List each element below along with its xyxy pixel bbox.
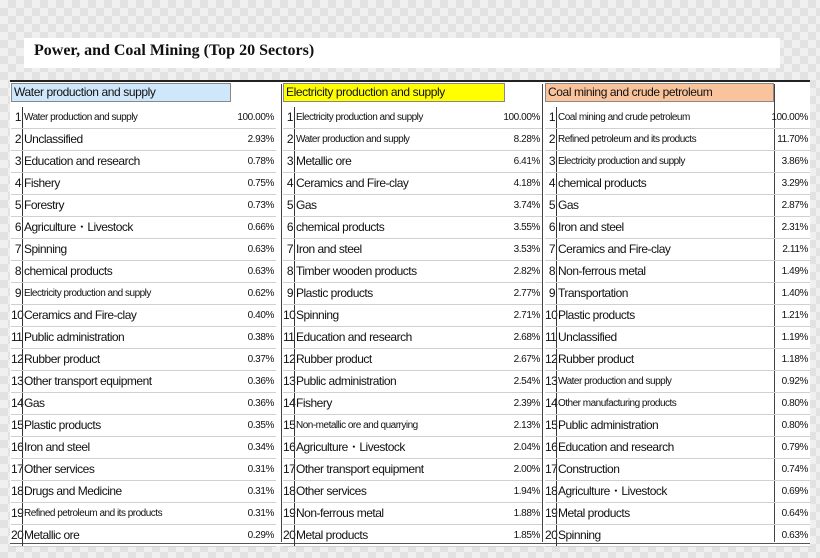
sector-name: Fishery [294,393,501,414]
share-percent: 0.63% [247,244,274,255]
share-percent: 11.70% [777,134,808,145]
column-divider [281,84,282,542]
table-row [545,503,810,525]
rank-number: 3 [548,154,555,168]
table-row [283,327,542,349]
share-percent: 3.55% [513,222,540,233]
rank-number: 11 [545,330,557,344]
rank-number: 16 [545,440,558,454]
share-percent: 0.31% [247,464,274,475]
sector-name: Electricity production and supply [22,283,239,304]
rank-number: 13 [545,374,558,388]
share-percent: 0.35% [247,420,274,431]
rank-number: 9 [286,286,293,300]
sector-name: Unclassified [22,129,239,150]
sector-block-water [11,80,276,546]
table-row [283,459,542,481]
sector-name: Metallic ore [22,525,239,546]
sector-name: Education and research [22,151,239,172]
table-row [283,239,542,261]
table-row [545,217,810,239]
sector-name: Refined petroleum and its products [556,129,773,150]
share-percent: 0.31% [247,508,274,519]
rank-number: 5 [286,198,293,212]
share-percent: 2.82% [513,266,540,277]
rank-number: 5 [548,198,555,212]
share-percent: 4.18% [513,178,540,189]
sector-name: Electricity production and supply [556,151,773,172]
sector-name: Other transport equipment [294,459,501,480]
rank-number: 11 [11,330,23,344]
rank-number: 9 [548,286,555,300]
sector-block-electricity [283,80,542,546]
rank-number: 16 [11,440,24,454]
table-row [11,503,276,525]
share-percent: 3.29% [781,178,808,189]
table-row [11,459,276,481]
table-row [545,393,810,415]
table-row [283,349,542,371]
share-percent: 0.62% [247,288,274,299]
rank-number: 7 [14,242,21,256]
share-percent: 0.36% [247,398,274,409]
table-row [11,261,276,283]
rank-number: 14 [545,396,558,410]
rank-number: 8 [14,264,21,278]
share-percent: 0.66% [247,222,274,233]
sector-name: Gas [556,195,773,216]
sector-name: Ceramics and Fire-clay [22,305,239,326]
sector-table [10,80,810,546]
sector-name: Iron and steel [556,217,773,238]
table-row [11,305,276,327]
table-row [545,261,810,283]
rank-number: 6 [286,220,293,234]
share-percent: 0.29% [247,530,274,541]
rank-number: 19 [11,506,24,520]
rank-number: 1 [286,110,293,124]
table-row [283,283,542,305]
sector-name: Ceramics and Fire-clay [294,173,501,194]
share-percent: 0.64% [781,508,808,519]
share-percent: 1.49% [781,266,808,277]
rank-number: 2 [548,132,555,146]
share-percent: 2.13% [513,420,540,431]
share-percent: 3.53% [513,244,540,255]
rank-number: 19 [545,506,558,520]
rank-number: 6 [14,220,21,234]
rank-number: 8 [548,264,555,278]
sector-name: Water production and supply [294,129,501,150]
share-percent: 3.86% [781,156,808,167]
rank-number: 15 [545,418,558,432]
rank-number: 13 [11,374,24,388]
sector-name: Other services [22,459,239,480]
sector-block-coal [545,80,810,546]
table-row [11,415,276,437]
sector-name: Rubber product [556,349,773,370]
sector-name: Metal products [294,525,501,546]
table-row [283,151,542,173]
sector-name: Rubber product [22,349,239,370]
rank-number: 3 [14,154,21,168]
rank-number: 3 [286,154,293,168]
rank-number: 14 [11,396,24,410]
share-percent: 0.63% [247,266,274,277]
share-percent: 0.34% [247,442,274,453]
rank-number: 18 [11,484,24,498]
share-percent: 1.19% [781,332,808,343]
sector-name: Gas [294,195,501,216]
table-row [11,173,276,195]
sector-name: Iron and steel [22,437,239,458]
sector-name: chemical products [294,217,501,238]
share-percent: 1.21% [781,310,808,321]
share-percent: 2.00% [513,464,540,475]
share-percent: 0.36% [247,376,274,387]
table-row [11,217,276,239]
table-row [11,239,276,261]
sector-name: Metallic ore [294,151,501,172]
sector-name: Water production and supply [22,107,239,128]
share-percent: 0.74% [781,464,808,475]
share-percent: 100.00% [237,112,274,123]
table-row [11,349,276,371]
table-row [11,525,276,547]
sector-name: Non-ferrous metal [556,261,773,282]
table-row [11,151,276,173]
share-percent: 0.92% [781,376,808,387]
table-row [11,327,276,349]
table-row [283,393,542,415]
sector-name: chemical products [556,173,773,194]
rank-number: 12 [545,352,558,366]
share-percent: 2.71% [513,310,540,321]
rank-number: 18 [545,484,558,498]
sector-name: Metal products [556,503,773,524]
share-percent: 2.31% [781,222,808,233]
share-percent: 1.40% [781,288,808,299]
table-row [283,129,542,151]
share-percent: 0.80% [781,398,808,409]
share-percent: 0.73% [247,200,274,211]
share-percent: 0.37% [247,354,274,365]
share-percent: 2.54% [513,376,540,387]
share-percent: 3.74% [513,200,540,211]
share-percent: 0.75% [247,178,274,189]
share-percent: 1.94% [513,486,540,497]
sector-name: Spinning [556,525,773,546]
share-percent: 0.38% [247,332,274,343]
rank-number: 8 [286,264,293,278]
rank-number: 7 [286,242,293,256]
sector-name: Plastic products [294,283,501,304]
share-percent: 6.41% [513,156,540,167]
table-row [283,371,542,393]
sector-name: Public administration [556,415,773,436]
table-row [545,349,810,371]
sector-name: Ceramics and Fire-clay [556,239,773,260]
rank-number: 10 [11,308,24,322]
rank-number: 2 [286,132,293,146]
sector-name: Education and research [556,437,773,458]
block-rows [283,107,542,547]
share-percent: 2.93% [247,134,274,145]
table-row [545,195,810,217]
sector-name: Agriculture・Livestock [294,437,501,458]
sector-name: Public administration [294,371,501,392]
table-row [283,195,542,217]
table-row [283,305,542,327]
rank-number: 13 [283,374,296,388]
rank-number: 4 [548,176,555,190]
table-row [11,481,276,503]
table-row [11,195,276,217]
table-row [545,173,810,195]
sector-name: Unclassified [556,327,773,348]
rank-number: 14 [283,396,296,410]
rank-number: 2 [14,132,21,146]
table-row [283,525,542,547]
table-row [545,151,810,173]
rank-number: 10 [545,308,558,322]
rank-number: 12 [11,352,24,366]
share-percent: 0.40% [247,310,274,321]
table-row [11,393,276,415]
table-row [545,283,810,305]
share-percent: 8.28% [513,134,540,145]
sector-name: Non-ferrous metal [294,503,501,524]
rank-number: 20 [11,528,24,542]
page-title: Power, and Coal Mining (Top 20 Sectors) [34,42,315,59]
share-percent: 100.00% [771,112,808,123]
rank-number: 15 [283,418,296,432]
sector-name: Agriculture・Livestock [556,481,773,502]
share-percent: 0.78% [247,156,274,167]
table-row [283,415,542,437]
table-row [11,107,276,129]
sector-name: Other transport equipment [22,371,239,392]
sector-name: Education and research [294,327,501,348]
table-row [11,283,276,305]
sector-name: Rubber product [294,349,501,370]
rank-number: 15 [11,418,24,432]
share-percent: 2.87% [781,200,808,211]
rank-number: 11 [283,330,295,344]
share-percent: 1.88% [513,508,540,519]
rank-number: 17 [11,462,24,476]
sector-name: Other services [294,481,501,502]
share-percent: 0.79% [781,442,808,453]
sector-name: Forestry [22,195,239,216]
table-row [11,129,276,151]
sector-name: Other manufacturing products [556,393,773,414]
rank-number: 4 [14,176,21,190]
table-row [545,107,810,129]
table-row [545,239,810,261]
share-percent: 2.39% [513,398,540,409]
sector-name: Plastic products [22,415,239,436]
table-row [545,129,810,151]
sector-name: Spinning [22,239,239,260]
rank-number: 17 [283,462,296,476]
sector-name: Timber wooden products [294,261,501,282]
table-row [545,437,810,459]
table-row [283,503,542,525]
sector-name: Transportation [556,283,773,304]
column-divider [542,84,543,542]
sector-name: Coal mining and crude petroleum [556,107,773,128]
share-percent: 2.67% [513,354,540,365]
table-row [545,371,810,393]
sector-name: Construction [556,459,773,480]
block-header-electricity: Electricity production and supply [283,83,505,102]
block-rows [11,107,276,547]
sector-name: Plastic products [556,305,773,326]
share-percent: 0.69% [781,486,808,497]
share-percent: 0.31% [247,486,274,497]
rank-number: 1 [14,110,21,124]
rank-number: 19 [283,506,296,520]
table-row [545,525,810,547]
sector-name: Iron and steel [294,239,501,260]
table-row [283,217,542,239]
sector-name: Gas [22,393,239,414]
table-row [283,481,542,503]
table-row [11,437,276,459]
sector-name: Non-metallic ore and quarrying [294,415,501,436]
rank-number: 10 [283,308,296,322]
rank-number: 20 [545,528,558,542]
rank-number: 4 [286,176,293,190]
rank-number: 12 [283,352,296,366]
block-rows [545,107,810,547]
table-row [283,107,542,129]
rank-number: 18 [283,484,296,498]
share-percent: 2.11% [782,244,808,255]
table-row [283,261,542,283]
sector-name: Electricity production and supply [294,107,501,128]
share-percent: 1.18% [781,354,808,365]
sector-name: Fishery [22,173,239,194]
table-row [11,371,276,393]
table-row [545,327,810,349]
rank-number: 17 [545,462,558,476]
block-header-water: Water production and supply [11,83,231,102]
rank-number: 9 [14,286,21,300]
table-row [283,437,542,459]
sector-name: Public administration [22,327,239,348]
sector-name: Drugs and Medicine [22,481,239,502]
sector-name: Refined petroleum and its products [22,503,239,524]
block-header-coal: Coal mining and crude petroleum [545,83,774,102]
sector-name: Agriculture・Livestock [22,217,239,238]
share-percent: 2.04% [513,442,540,453]
rank-number: 7 [548,242,555,256]
sector-name: Water production and supply [556,371,773,392]
title-band [24,38,780,68]
sector-name: chemical products [22,261,239,282]
table-row [283,173,542,195]
table-row [545,459,810,481]
share-percent: 1.85% [513,530,540,541]
sector-name: Spinning [294,305,501,326]
rank-number: 16 [283,440,296,454]
share-percent: 100.00% [503,112,540,123]
rank-number: 20 [283,528,296,542]
share-percent: 2.68% [513,332,540,343]
table-row [545,415,810,437]
share-percent: 0.63% [781,530,808,541]
share-percent: 0.80% [781,420,808,431]
rank-number: 5 [14,198,21,212]
rank-number: 1 [548,110,555,124]
table-row [545,481,810,503]
table-row [545,305,810,327]
rank-number: 6 [548,220,555,234]
share-percent: 2.77% [513,288,540,299]
